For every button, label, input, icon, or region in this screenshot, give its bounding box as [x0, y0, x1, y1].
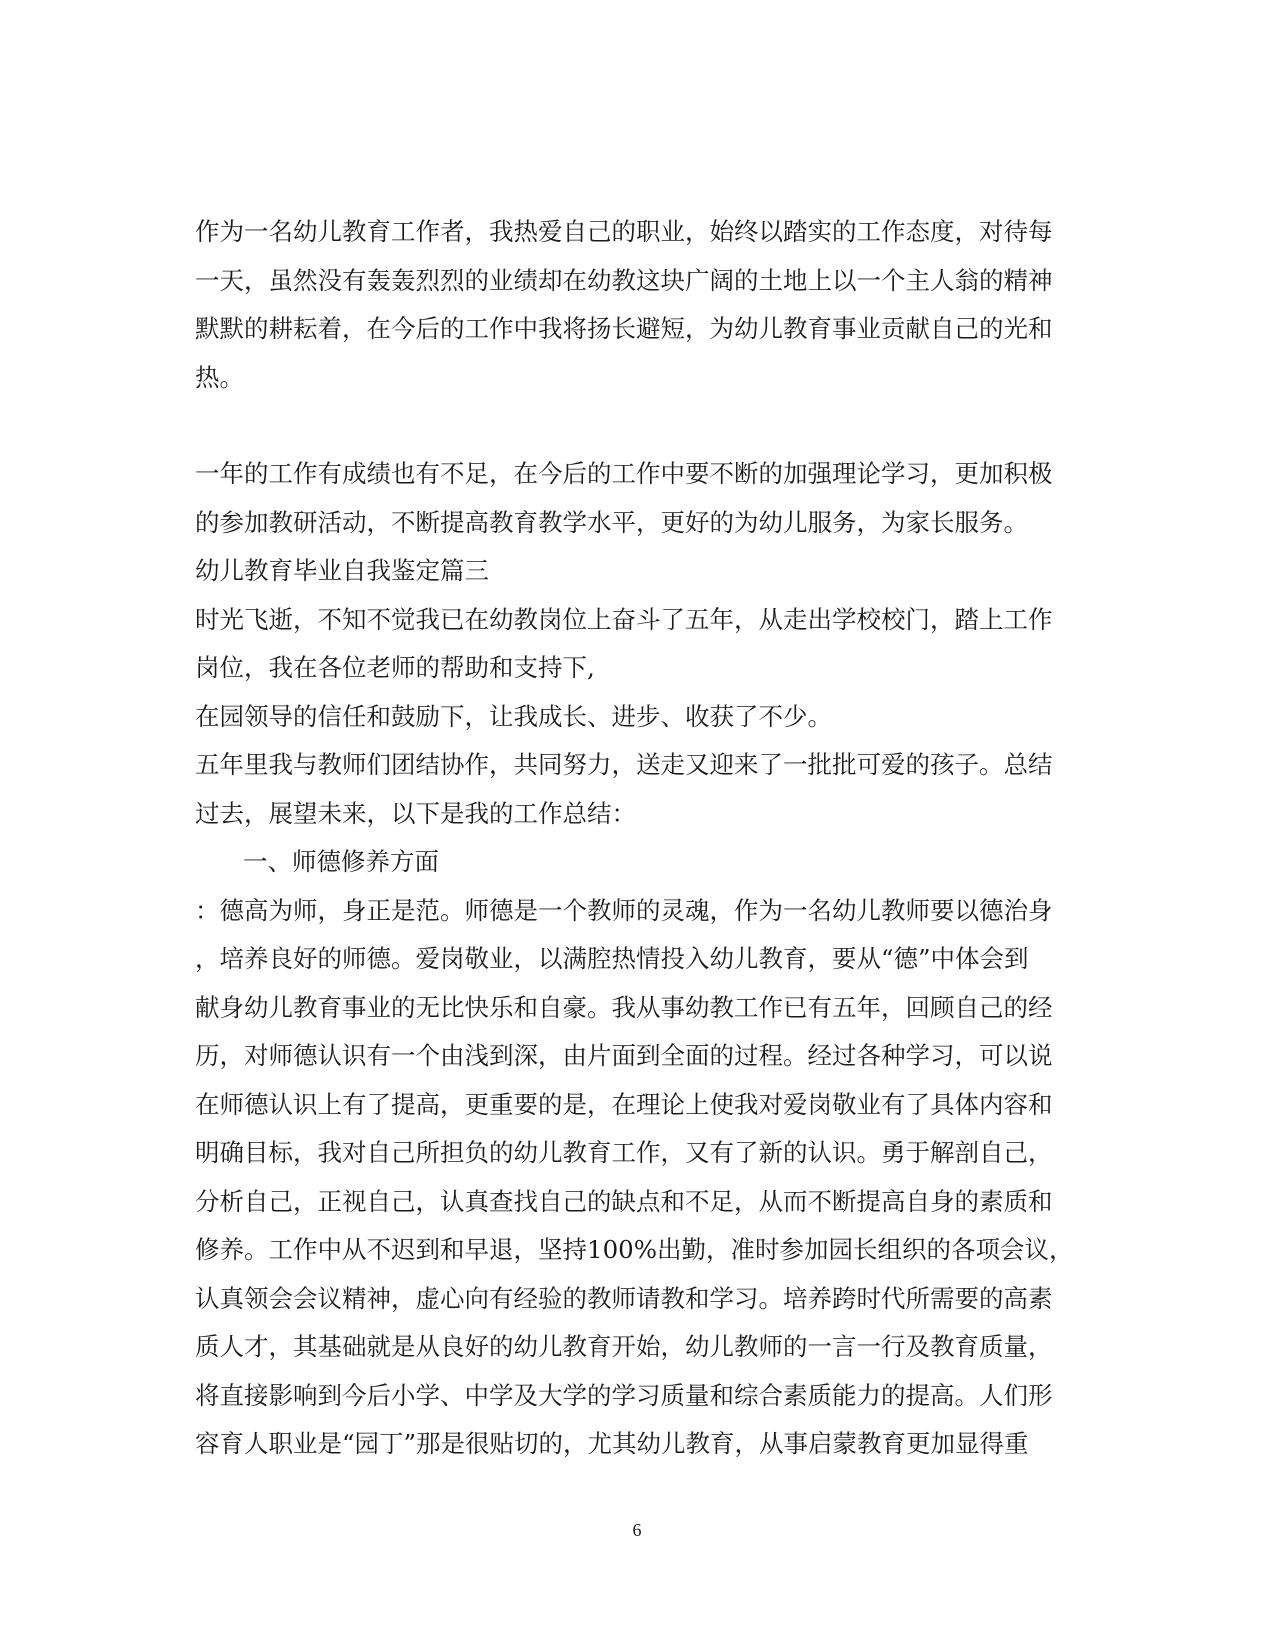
- text-line: 时光飞逝，不知不觉我已在幼教岗位上奋斗了五年，从走出学校校门，踏上工作: [195, 604, 1053, 634]
- paragraph-teacher-ethics: [195, 887, 1075, 1469]
- paragraph-leadership: [195, 693, 1075, 742]
- paragraph-year-review: [195, 450, 1075, 547]
- text-line: 一年的工作有成绩也有不足，在今后的工作中要不断的加强理论学习，更加积极: [195, 459, 1053, 488]
- paragraph-time-flies: [195, 596, 1075, 693]
- paragraph-spacer: [195, 402, 1075, 450]
- section-heading: [195, 547, 1075, 596]
- text-line: 过去，展望未来，以下是我的工作总结：: [195, 798, 636, 828]
- text-line: 明确目标，我对自己所担负的幼儿教育工作，又有了新的认识。勇于解剖自己，: [195, 1138, 1053, 1167]
- subheading-text: 一、师德修养方面: [243, 847, 439, 876]
- text-line: 质人才，其基础就是从良好的幼儿教育开始，幼儿教师的一言一行及教育质量，: [195, 1332, 1053, 1361]
- text-line: 默默的耕耘着，在今后的工作中我将扬长避短，为幼儿教育事业贡献自己的光和: [195, 314, 1053, 343]
- text-line: 的参加教研活动，不断提高教育教学水平，更好的为幼儿服务，为家长服务。: [195, 507, 1028, 537]
- text-line: 作为一名幼儿教育工作者，我热爱自己的职业，始终以踏实的工作态度，对待每: [195, 217, 1053, 246]
- text-line: ，培养良好的师德。爱岗敬业，以满腔热情投入幼儿教育，要从“德”中体会到: [195, 944, 1029, 973]
- text-line: 认真领会会议精神，虚心向有经验的教师请教和学习。培养跨时代所需要的高素: [195, 1283, 1053, 1313]
- text-line: 献身幼儿教育事业的无比快乐和自豪。我从事幼教工作已有五年，回顾自己的经: [195, 992, 1053, 1022]
- text-line: 历，对师德认识有一个由浅到深，由片面到全面的过程。经过各种学习，可以说: [195, 1041, 1053, 1070]
- text-line: 在师德认识上有了提高，更重要的是，在理论上使我对爱岗敬业有了具体内容和: [195, 1089, 1053, 1119]
- text-line: 热。: [195, 362, 244, 392]
- text-line: 分析自己，正视自己，认真查找自己的缺点和不足，从而不断提高自身的素质和: [195, 1186, 1053, 1216]
- text-line: 容育人职业是“园丁”那是很贴切的，尤其幼儿教育，从事启蒙教育更加显得重: [195, 1429, 1029, 1458]
- text-line: 一天，虽然没有轰轰烈烈的业绩却在幼教这块广阔的土地上以一个主人翁的精神: [195, 265, 1053, 295]
- text-line: ：德高为师，身正是范。师德是一个教师的灵魂，作为一名幼儿教师要以德治身: [195, 895, 1053, 925]
- text-line: 岗位，我在各位老师的帮助和支持下,: [195, 653, 595, 682]
- paragraph-commitment: [195, 208, 1075, 402]
- subsection-heading: [195, 838, 1075, 887]
- text-line: 将直接影响到今后小学、中学及大学的学习质量和综合素质能力的提高。人们形: [195, 1380, 1053, 1410]
- text-line: 五年里我与教师们团结协作，共同努力，送走又迎来了一批批可爱的孩子。总结: [195, 750, 1053, 779]
- text-line: 在园领导的信任和鼓励下，让我成长、进步、收获了不少。: [195, 701, 832, 731]
- document-body: [195, 208, 1075, 1469]
- heading-text: 幼儿教育毕业自我鉴定篇三: [195, 556, 489, 585]
- page-number: 6: [632, 1520, 642, 1540]
- text-line: 修养。工作中从不迟到和早退，坚持100%出勤，准时参加园长组织的各项会议，: [195, 1235, 1074, 1264]
- paragraph-five-years: [195, 741, 1075, 838]
